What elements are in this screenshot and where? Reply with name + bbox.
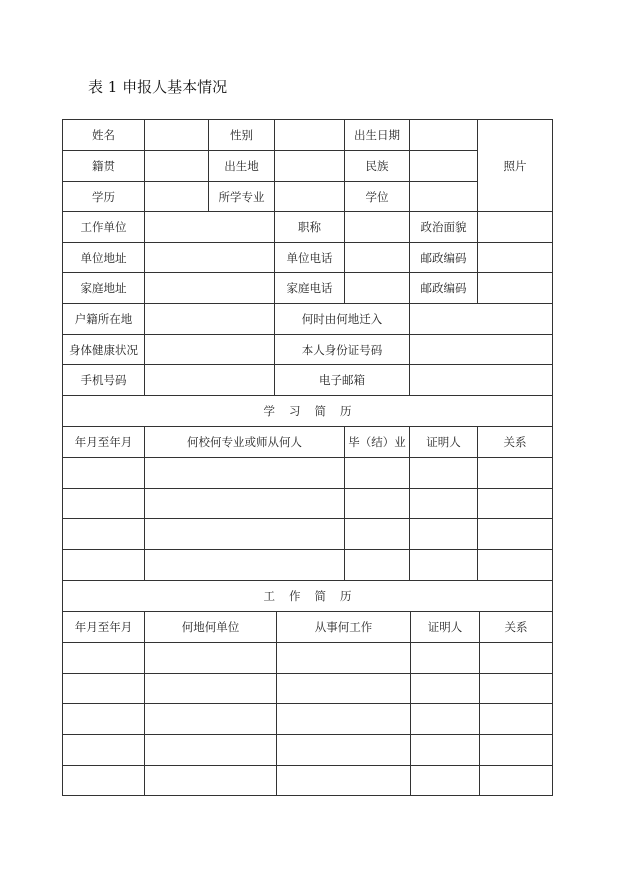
field-work-unit[interactable] bbox=[144, 211, 274, 242]
field-gender[interactable] bbox=[274, 119, 344, 150]
study-cell[interactable] bbox=[144, 488, 344, 518]
field-major[interactable] bbox=[274, 181, 344, 211]
label-job-title: 职称 bbox=[274, 211, 344, 242]
study-history-heading: 学习简历 bbox=[62, 395, 553, 426]
label-unit-phone: 单位电话 bbox=[274, 242, 344, 272]
work-cell[interactable] bbox=[276, 765, 410, 796]
study-cell[interactable] bbox=[409, 488, 477, 518]
label-mobile: 手机号码 bbox=[62, 364, 144, 395]
study-cell[interactable] bbox=[62, 518, 144, 549]
label-home-address: 家庭地址 bbox=[62, 272, 144, 303]
label-ethnicity: 民族 bbox=[344, 150, 409, 181]
label-id-number: 本人身份证号码 bbox=[274, 334, 409, 364]
field-household-location[interactable] bbox=[144, 303, 274, 334]
field-postal-code[interactable] bbox=[477, 242, 553, 272]
work-cell[interactable] bbox=[410, 673, 479, 703]
study-cell[interactable] bbox=[409, 549, 477, 580]
label-home-postal-code: 邮政编码 bbox=[409, 272, 477, 303]
work-cell[interactable] bbox=[276, 703, 410, 734]
applicant-info-form bbox=[62, 119, 553, 796]
work-cell[interactable] bbox=[62, 734, 144, 765]
field-political-status[interactable] bbox=[477, 211, 553, 242]
label-health-status: 身体健康状况 bbox=[62, 334, 144, 364]
label-education: 学历 bbox=[62, 181, 144, 211]
work-cell[interactable] bbox=[479, 673, 553, 703]
study-cell[interactable] bbox=[409, 457, 477, 488]
work-cell[interactable] bbox=[479, 734, 553, 765]
work-cell[interactable] bbox=[62, 765, 144, 796]
field-degree[interactable] bbox=[409, 181, 477, 211]
study-cell[interactable] bbox=[477, 457, 553, 488]
field-mobile[interactable] bbox=[144, 364, 274, 395]
study-cell[interactable] bbox=[344, 518, 409, 549]
label-household-location: 户籍所在地 bbox=[62, 303, 144, 334]
field-home-address[interactable] bbox=[144, 272, 274, 303]
form-title: 表 1 申报人基本情况 bbox=[88, 78, 228, 96]
field-migration-info[interactable] bbox=[409, 303, 553, 334]
label-birth-place: 出生地 bbox=[208, 150, 274, 181]
work-cell[interactable] bbox=[276, 642, 410, 673]
work-cell[interactable] bbox=[144, 642, 276, 673]
field-name[interactable] bbox=[144, 119, 208, 150]
study-cell[interactable] bbox=[62, 488, 144, 518]
label-birth-date: 出生日期 bbox=[344, 119, 409, 150]
work-cell[interactable] bbox=[410, 734, 479, 765]
study-cell[interactable] bbox=[409, 518, 477, 549]
label-political-status: 政治面貌 bbox=[409, 211, 477, 242]
label-unit-address: 单位地址 bbox=[62, 242, 144, 272]
work-cell[interactable] bbox=[410, 642, 479, 673]
work-cell[interactable] bbox=[410, 703, 479, 734]
work-cell[interactable] bbox=[144, 673, 276, 703]
study-col-relation: 关系 bbox=[477, 426, 553, 457]
work-cell[interactable] bbox=[479, 642, 553, 673]
field-id-number[interactable] bbox=[409, 334, 553, 364]
label-degree: 学位 bbox=[344, 181, 409, 211]
label-native-place: 籍贯 bbox=[62, 150, 144, 181]
work-cell[interactable] bbox=[144, 734, 276, 765]
label-work-unit: 工作单位 bbox=[62, 211, 144, 242]
label-name: 姓名 bbox=[62, 119, 144, 150]
label-email: 电子邮箱 bbox=[274, 364, 409, 395]
work-cell[interactable] bbox=[276, 734, 410, 765]
work-cell[interactable] bbox=[62, 642, 144, 673]
study-cell[interactable] bbox=[144, 518, 344, 549]
work-col-job: 从事何工作 bbox=[276, 611, 410, 642]
work-cell[interactable] bbox=[62, 673, 144, 703]
study-col-referee: 证明人 bbox=[409, 426, 477, 457]
field-job-title[interactable] bbox=[344, 211, 409, 242]
study-col-period: 年月至年月 bbox=[62, 426, 144, 457]
work-cell[interactable] bbox=[479, 765, 553, 796]
study-cell[interactable] bbox=[344, 488, 409, 518]
field-email[interactable] bbox=[409, 364, 553, 395]
photo-box[interactable]: 照片 bbox=[477, 119, 553, 211]
study-cell[interactable] bbox=[144, 457, 344, 488]
study-cell[interactable] bbox=[477, 488, 553, 518]
label-gender: 性别 bbox=[208, 119, 274, 150]
field-native-place[interactable] bbox=[144, 150, 208, 181]
field-birth-place[interactable] bbox=[274, 150, 344, 181]
work-col-period: 年月至年月 bbox=[62, 611, 144, 642]
label-major: 所学专业 bbox=[208, 181, 274, 211]
field-unit-phone[interactable] bbox=[344, 242, 409, 272]
study-cell[interactable] bbox=[477, 549, 553, 580]
work-col-unit: 何地何单位 bbox=[144, 611, 276, 642]
work-cell[interactable] bbox=[479, 703, 553, 734]
field-education[interactable] bbox=[144, 181, 208, 211]
field-birth-date[interactable] bbox=[409, 119, 477, 150]
field-health-status[interactable] bbox=[144, 334, 274, 364]
field-home-phone[interactable] bbox=[344, 272, 409, 303]
work-cell[interactable] bbox=[144, 703, 276, 734]
work-col-referee: 证明人 bbox=[410, 611, 479, 642]
study-col-graduation: 毕（结）业 bbox=[344, 426, 409, 457]
work-col-relation: 关系 bbox=[479, 611, 553, 642]
study-cell[interactable] bbox=[62, 457, 144, 488]
study-cell[interactable] bbox=[477, 518, 553, 549]
work-cell[interactable] bbox=[410, 765, 479, 796]
label-postal-code: 邮政编码 bbox=[409, 242, 477, 272]
field-unit-address[interactable] bbox=[144, 242, 274, 272]
label-home-phone: 家庭电话 bbox=[274, 272, 344, 303]
work-cell[interactable] bbox=[62, 703, 144, 734]
field-home-postal-code[interactable] bbox=[477, 272, 553, 303]
study-cell[interactable] bbox=[144, 549, 344, 580]
work-history-heading: 工作简历 bbox=[62, 580, 553, 611]
study-cell[interactable] bbox=[62, 549, 144, 580]
study-cell[interactable] bbox=[344, 549, 409, 580]
work-cell[interactable] bbox=[144, 765, 276, 796]
study-col-school: 何校何专业或师从何人 bbox=[144, 426, 344, 457]
field-ethnicity[interactable] bbox=[409, 150, 477, 181]
work-cell[interactable] bbox=[276, 673, 410, 703]
study-cell[interactable] bbox=[344, 457, 409, 488]
label-migration-info: 何时由何地迁入 bbox=[274, 303, 409, 334]
